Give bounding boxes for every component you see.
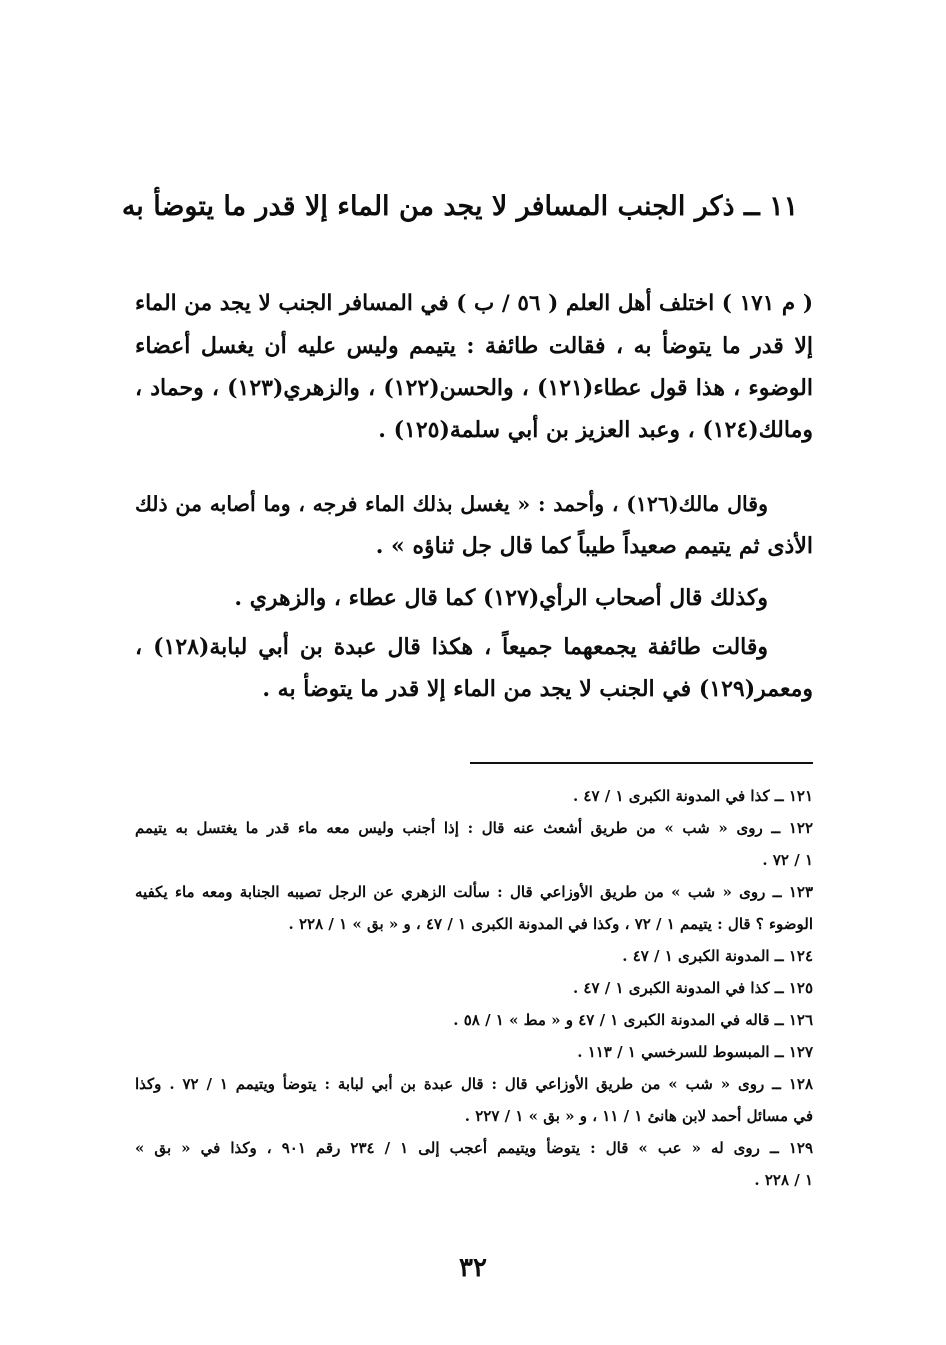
footnote-line: ١٢٩ ــ روى له « عب » قال : يتوضأ ويتيمم أعجب إلى ١ / ٢٣٤ رقم ٩٠١ ، وكذا في « بق » bbox=[135, 1139, 813, 1157]
footnote-line: الوضوء ؟ قال : يتيمم ١ / ٧٢ ، وكذا في المدونة الكبرى ١ / ٤٧ ، و « بق » ١ / ٢٢٨ . bbox=[288, 915, 813, 933]
text-line: ومعمر(١٢٩) في الجنب لا يجد من الماء إلا قدر ما يتوضأ به . bbox=[262, 676, 813, 702]
footnote-line: ١ / ٢٢٨ . bbox=[754, 1171, 813, 1189]
text-line: وقالت طائفة يجمعهما جميعاً ، هكذا قال عبدة بن أبي لبابة(١٢٨) ، bbox=[135, 634, 768, 660]
footnote-line: ١٢٦ ــ قاله في المدونة الكبرى ١ / ٤٧ و « مط » ١ / ٥٨ . bbox=[453, 1011, 813, 1029]
footnote-line: ١٢٥ ــ كذا في المدونة الكبرى ١ / ٤٧ . bbox=[572, 979, 813, 997]
footnote-line: ١٢٧ ــ المبسوط للسرخسي ١ / ١١٣ . bbox=[577, 1043, 813, 1061]
section-heading: ١١ ــ ذكر الجنب المسافر لا يجد من الماء إلا قدر ما يتوضأ به bbox=[121, 191, 799, 222]
text-line: الأذى ثم يتيمم صعيداً طيباً كما قال جل ثناؤه » . bbox=[375, 533, 813, 559]
footnote-separator bbox=[470, 762, 813, 764]
text-line: ومالك(١٢٤) ، وعبد العزيز بن أبي سلمة(١٢٥) . bbox=[378, 417, 813, 443]
footnotes bbox=[135, 780, 813, 1196]
footnote-line: ١٢٢ ــ روى « شب » من طريق أشعث عنه قال : إذا أجنب وليس معه ماء قدر ما يغتسل به يتيمم bbox=[135, 819, 813, 837]
text-line: وقال مالك(١٢٦) ، وأحمد : « يغسل بذلك الماء فرجه ، وما أصابه من ذلك bbox=[135, 492, 768, 516]
footnote-line: في مسائل أحمد لابن هانئ ١ / ١١ ، و « بق » ١ / ٢٢٧ . bbox=[464, 1107, 813, 1125]
footnote-line: ١٢١ ــ كذا في المدونة الكبرى ١ / ٤٧ . bbox=[572, 787, 813, 805]
paragraph-1 bbox=[135, 283, 813, 451]
footnote-line: ١٢٨ ــ روى « شب » من طريق الأوزاعي قال : قال عبدة بن أبي لبابة : يتوضأ ويتيمم ١ / ٧٢ . وكذا bbox=[135, 1075, 813, 1093]
paragraph-4 bbox=[135, 626, 813, 710]
page-number: ٣٢ bbox=[459, 1253, 487, 1283]
text-line: ( م ١٧١ ) اختلف أهل العلم ( ٥٦ / ب ) في المسافر الجنب لا يجد من الماء bbox=[135, 291, 813, 316]
text-line: وكذلك قال أصحاب الرأي(١٢٧) كما قال عطاء ، والزهري . bbox=[234, 585, 768, 611]
footnote-line: ١٢٤ ــ المدونة الكبرى ١ / ٤٧ . bbox=[622, 947, 813, 965]
paragraph-2 bbox=[135, 483, 813, 567]
footnote-line: ١ / ٧٢ . bbox=[762, 851, 813, 869]
paragraph-3 bbox=[135, 577, 813, 619]
footnote-line: ١٢٣ ــ روى « شب » من طريق الأوزاعي قال : سألت الزهري عن الرجل تصيبه الجنابة ومعه ماء يكفيه bbox=[135, 883, 813, 901]
text-line: الوضوء ، هذا قول عطاء(١٢١) ، والحسن(١٢٢) ، والزهري(١٢٣) ، وحماد ، bbox=[135, 375, 813, 401]
text-line: إلا قدر ما يتوضأ به ، فقالت طائفة : يتيمم وليس عليه أن يغسل أعضاء bbox=[135, 333, 813, 359]
